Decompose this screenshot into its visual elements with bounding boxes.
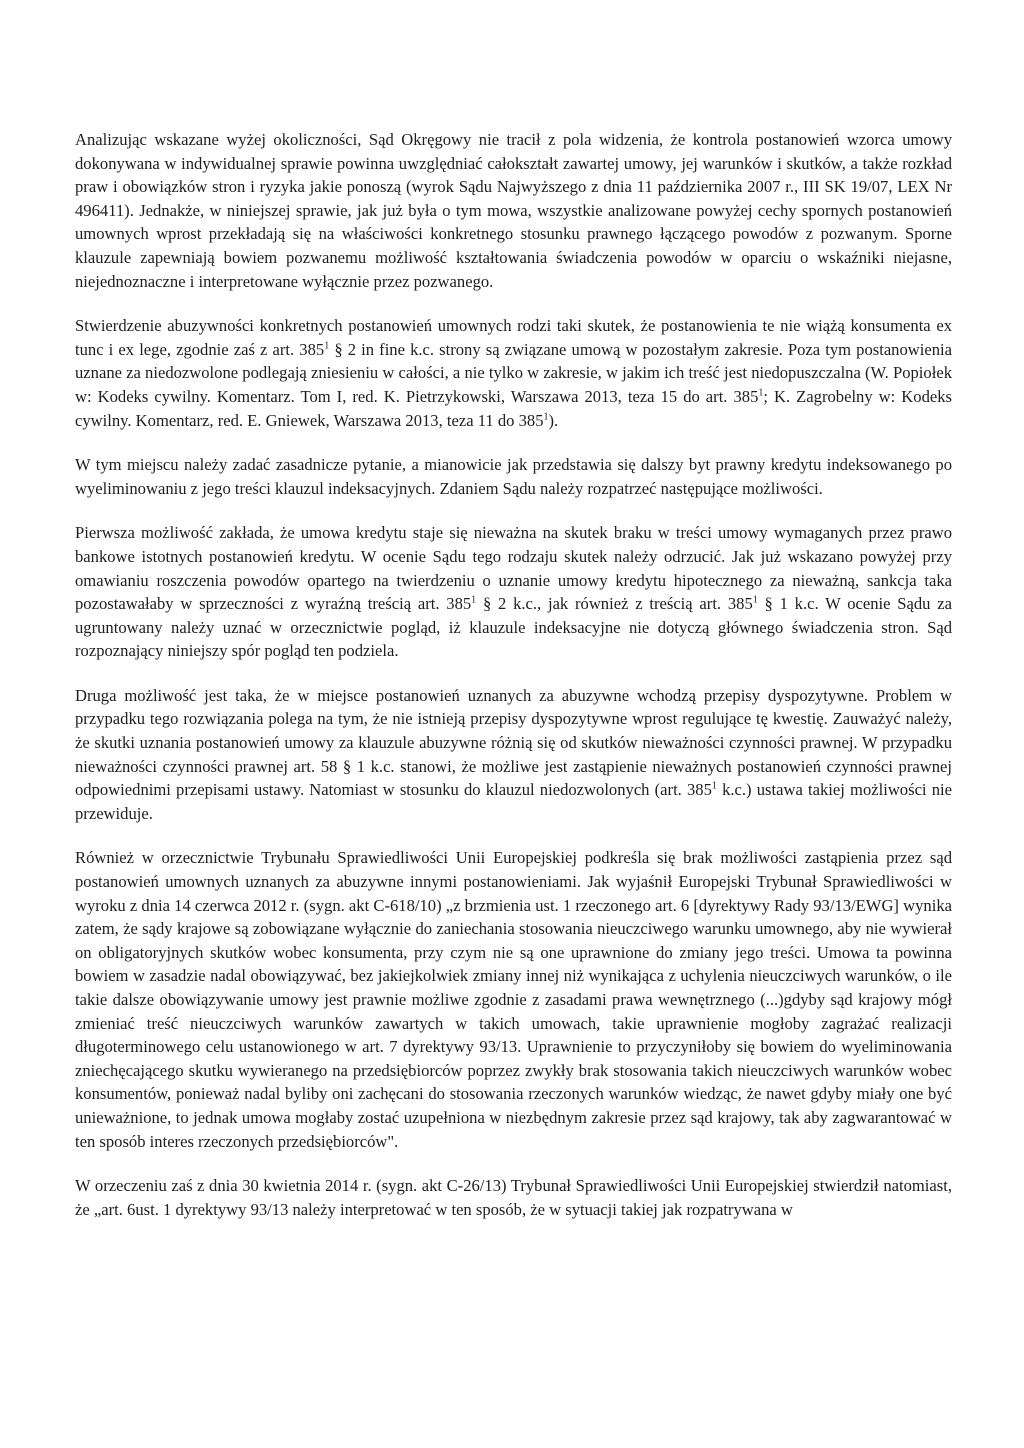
text-run: W tym miejscu należy zadać zasadnicze pytanie, a mianowicie jak przedstawia się dalszy byt prawny kredytu indeksowanego po wyeliminowaniu z jego treści klauzul indeksacyjnych. Zdaniem Sądu należy rozpatrzeć następujące możliwości. <box>75 455 952 498</box>
superscript: 1 <box>324 340 330 352</box>
paragraph <box>75 1174 952 1221</box>
paragraph <box>75 684 952 826</box>
superscript: 1 <box>543 411 549 422</box>
superscript: 1 <box>711 780 717 792</box>
text-run: W orzeczeniu zaś z dnia 30 kwietnia 2014 r. (sygn. akt C-26/13) Trybunał Sprawiedliwości Unii Europejskiej stwierdził natomiast, że „art. 6ust. 1 dyrektywy 93/13 należy interpretować w ten sposób, że w sytuacji takiej jak rozpatrywana w <box>75 1176 952 1219</box>
text-run: ). <box>548 410 559 430</box>
superscript: 1 <box>471 594 477 606</box>
text-run: k.c.) ustawa takiej możliwości nie przewiduje. <box>75 780 952 823</box>
text-run: Pierwsza możliwość zakłada, że umowa kredytu staje się nieważna na skutek braku w treści umowy wymaganych przez prawo bankowe istotnych postanowień kredytu. W ocenie Sądu tego rodzaju skutek należy odrzucić. Jak już wskazano powyżej przy omawianiu roszczenia powodów opartego na twierdzeniu o uznanie umowy kredytu hipotecznego za nieważną, sankcja taka pozostawałaby w sprzeczności z wyraźną treścią art. 385 <box>75 523 952 614</box>
text-run: ; K. Zagrobelny w: Kodeks cywilny. Komentarz, red. E. Gniewek, Warszawa 2013, teza 11 do 385 <box>75 386 952 430</box>
paragraph <box>75 128 952 293</box>
text-run: § 2 k.c., jak również z treścią art. 385 <box>476 594 753 614</box>
paragraph <box>75 314 952 432</box>
superscript: 1 <box>758 387 764 399</box>
text-run: Stwierdzenie abuzywności konkretnych postanowień umownych rodzi taki skutek, że postanowienia te nie wiążą konsumenta ex tunc i ex lege, zgodnie zaś z art. 385 <box>75 316 952 359</box>
text-run: Analizując wskazane wyżej okoliczności, Sąd Okręgowy nie tracił z pola widzenia, że kontrola postanowień wzorca umowy dokonywana w indywidualnej sprawie powinna uwzględniać całokształt zawartej umowy, jej warunków i skutków, a także rozkład praw i obowiązków stron i ryzyka jakie ponoszą (wyrok Sądu Najwyższego z dnia 11 października 2007 r., III SK 19/07, LEX Nr 496411). Jednakże, w niniejszej sprawie, jak już była o tym mowa, wszystkie analizowane powyżej cechy spornych postanowień umownych wprost przekładają się na właściwości konkretnego stosunku prawnego łączącego powodów z pozwanym. Sporne klauzule zapewniają bowiem pozwanemu możliwość kształtowania świadczenia powodów w oparciu o wskaźniki niejasne, niejednoznaczne i interpretowane wyłącznie przez pozwanego. <box>75 130 952 291</box>
paragraph <box>75 521 952 663</box>
text-run: Druga możliwość jest taka, że w miejsce postanowień uznanych za abuzywne wchodzą przepisy dyspozytywne. Problem w przypadku tego rozwiązania polega na tym, że nie istnieją przepisy dyspozytywne wprost regulujące tę kwestię. Zauważyć należy, że skutki uznania postanowień umowy za klauzule abuzywne różnią się od skutków nieważności czynności prawnej. W przypadku nieważności czynności prawnej art. 58 § 1 k.c. stanowi, że możliwe jest zastąpienie nieważnych postanowień czynności prawnej odpowiednimi przepisami ustawy. Natomiast w stosunku do klauzul niedozwolonych (art. 385 <box>75 685 952 800</box>
superscript: 1 <box>752 594 758 606</box>
text-run: § 2 in fine k.c. strony są związane umową w pozostałym zakresie. Poza tym postanowienia uznane za niedozwolone podlegają zniesieniu w całości, a nie tylko w zakresie, w jakim ich treść jest niedopuszczalna (W. Popiołek w: Kodeks cywilny. Komentarz. Tom I, red. K. Pietrzykowski, Warszawa 2013, teza 15 do art. 385 <box>75 339 953 406</box>
text-run: Również w orzecznictwie Trybunału Sprawiedliwości Unii Europejskiej podkreśla się brak możliwości zastąpienia przez sąd postanowień umownych uznanych za abuzywne innymi postanowieniami. Jak wyjaśnił Europejski Trybunał Sprawiedliwości w wyroku z dnia 14 czerwca 2012 r. (sygn. akt C-618/10) „z brzmienia ust. 1 rzeczonego art. 6 [dyrektywy Rady 93/13/EWG] wynika zatem, że sądy krajowe są zobowiązane wyłącznie do zaniechania stosowania nieuczciwego warunku umownego, aby nie wywierał on obligatoryjnych skutków wobec konsumenta, przy czym nie są one uprawnione do zmiany jego treści. Umowa ta powinna bowiem w zasadzie nadal obowiązywać, bez jakiejkolwiek zmiany innej niż wynikająca z uchylenia nieuczciwych warunków, o ile takie dalsze obowiązywanie umowy jest prawnie możliwe zgodnie z zasadami prawa wewnętrznego (...)gdyby sąd krajowy mógł zmieniać treść nieuczciwych warunków zawartych w takich umowach, takie uprawnienie mogłoby zagrażać realizacji długoterminowego celu ustanowionego w art. 7 dyrektywy 93/13. Uprawnienie to przyczyniłoby się bowiem do wyeliminowania zniechęcającego skutku wywieranego na przedsiębiorców poprzez zwykły brak stosowania takich nieuczciwych warunków wobec konsumentów, ponieważ nadal byliby oni zachęcani do stosowania rzeczonych warunków wiedząc, że nawet gdyby miały one być unieważnione, to jednak umowa mogłaby zostać uzupełniona w niezbędnym zakresie przez sąd krajowy, tak aby zagwarantować w ten sposób interes rzeczonych przedsiębiorców". <box>75 848 952 1151</box>
paragraph <box>75 453 952 500</box>
document-body <box>75 128 952 1242</box>
paragraph <box>75 846 952 1153</box>
text-run: § 1 k.c. W ocenie Sądu za ugruntowany należy uznać w orzecznictwie pogląd, iż klauzule indeksacyjne nie dotyczą głównego świadczenia stron. Sąd rozpoznający niniejszy spór pogląd ten podziela. <box>75 594 952 661</box>
